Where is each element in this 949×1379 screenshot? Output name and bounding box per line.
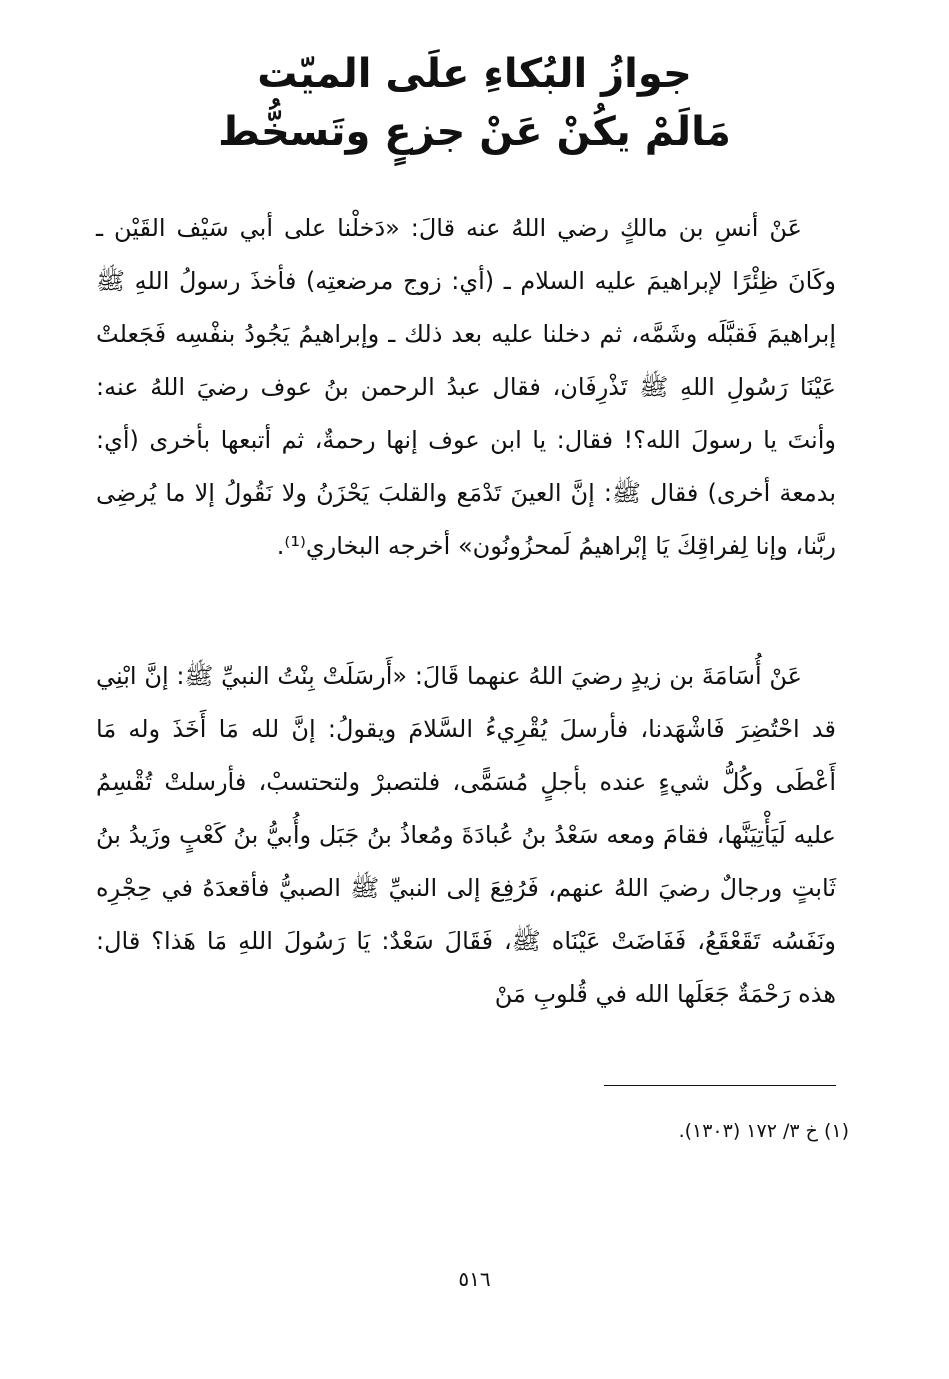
footnote-separator xyxy=(604,1085,836,1086)
paragraph-text: عَنْ أُسَامَةَ بن زيدٍ رضيَ اللهُ عنهما قَالَ: «أَرسَلَتْ بِنْتُ النبيِّ ﷺ: إنَّ ابْنِي قد احْتُضِرَ فَاشْهَدنا، فأرسلَ يُقْرِيءُ السَّلامَ ويقولُ: إنَّ لله مَا أَخَذَ وله مَا أَعْطَى وكُلُّ شيءٍ عنده بأجلٍ مُسَمًّى، فلتصبرْ ولتحتسبْ، فأرسلتْ تُقْسِمُ عليه لَيَأْتِيَنَّها، فقامَ ومعه سَعْدُ بنُ عُبادَةَ ومُعاذُ بنُ جَبَل وأُبيُّ بنُ كَعْبٍ وزَيدُ بنُ ثَابتٍ ورجالٌ رضيَ اللهُ عنهم، فَرُفِعَ إلى النبيِّ ﷺ الصبيُّ فأقعدَهُ في حِجْرِه ونَفَسُه تَقَعْقَعُ، فَفَاضَتْ عَيْنَاه ﷺ، فَقَالَ سَعْدٌ: يَا رَسُولَ اللهِ مَا هَذا؟ قال: هذه رَحْمَةٌ جَعَلَها الله في قُلوبِ مَنْ xyxy=(96,662,836,1008)
hadith-paragraph-anas xyxy=(96,202,836,573)
footnote: (١) خ ٣/ ١٧٢ (١٣٠٣). xyxy=(678,1120,849,1142)
paragraph-text: عَنْ أنسِ بن مالكٍ رضي اللهُ عنه قالَ: «دَخلْنا على أبي سَيْف القَيْن ـ وكَانَ ظِئْرًا لإبراهيمَ عليه السلام ـ (أي: زوج مرضعتِه) فأخذَ رسولُ اللهِ ﷺ إبراهيمَ فَقبَّلَه وشَمَّه، ثم دخلنا عليه بعد ذلك ـ وإبراهيمُ يَجُودُ بنفْسِه فَجَعلتْ عَيْنَا رَسُولِ اللهِ ﷺ تَذْرِفَان، فقال عبدُ الرحمن بنُ عوف رضيَ اللهُ عنه: وأنتَ يا رسولَ الله؟! فقال: يا ابن عوف إنها رحمةٌ، ثم أتبعها بأخرى (أي: بدمعة أخرى) فقال ﷺ: إنَّ العينَ تَدْمَع والقلبَ يَحْزَنُ ولا نَقُولُ إلا ما يُرضِى ربَّنا، وإنا لِفراقِكَ يَا إبْراهيمُ لَمحزُونُون» أخرجه البخاري⁽¹⁾. xyxy=(96,214,836,560)
page-number: ٥١٦ xyxy=(458,1267,491,1291)
chapter-title-line-1: جوازُ البُكاءِ علَى الميّت xyxy=(257,51,692,97)
chapter-title-line-2: مَالَمْ يكُنْ عَنْ جزعٍ وتَسخُّط xyxy=(218,109,731,155)
hadith-paragraph-usama xyxy=(96,650,836,1021)
